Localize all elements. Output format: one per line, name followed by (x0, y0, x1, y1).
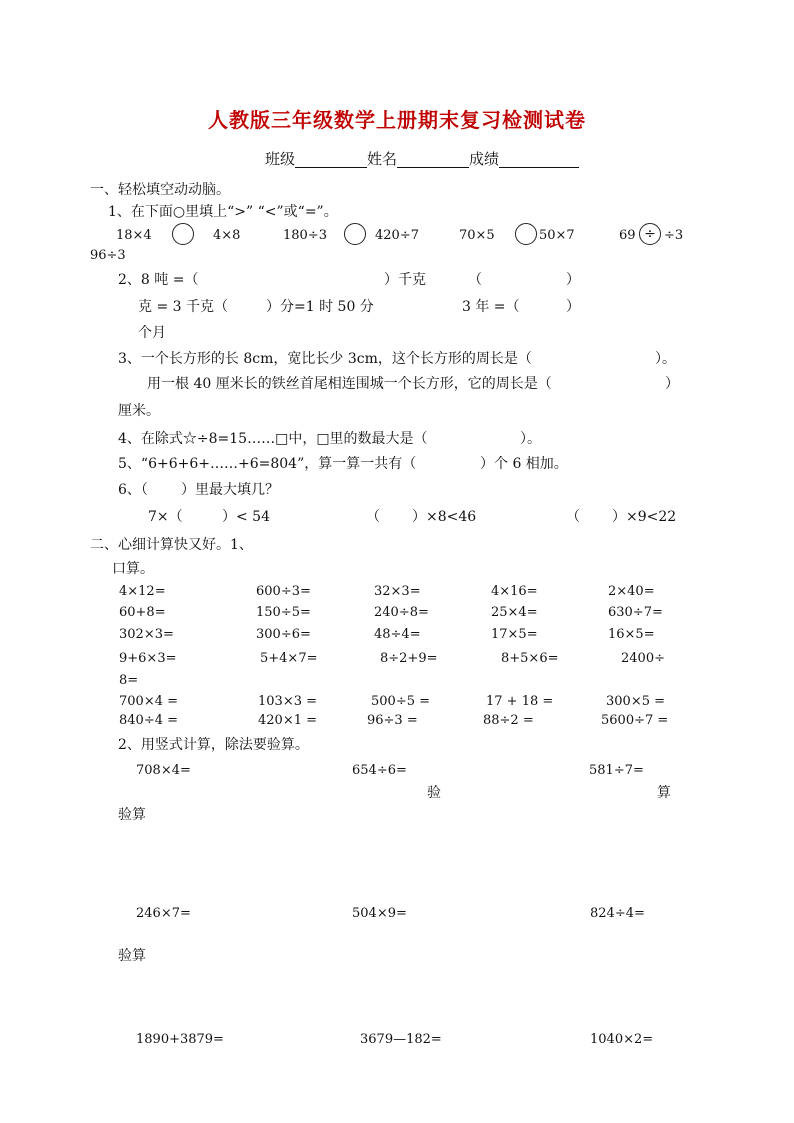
q6-e1-b: ）< 54 (222, 509, 270, 525)
oral-item: 25×4= (491, 605, 538, 620)
oral-item: 302×3= (119, 627, 174, 642)
check-label: 验算 (118, 948, 146, 964)
vertical-item: 1040×2= (590, 1032, 654, 1047)
oral-item: 8= (119, 673, 139, 688)
q3-line1-a: 3、一个长方形的长 8cm，宽比长少 3cm，这个长方形的周长是（ (118, 351, 532, 367)
oral-label: 口算。 (112, 561, 154, 577)
q2-line2-c: 3 年 =（ (462, 299, 520, 315)
compare-circle[interactable] (344, 223, 366, 245)
vertical-item: 708×4= (136, 763, 191, 778)
circle-symbol: ÷ (644, 226, 656, 242)
name-blank[interactable] (397, 152, 469, 168)
vertical-item: 1890+3879= (136, 1032, 224, 1047)
oral-item: 48÷4= (374, 627, 421, 642)
vertical-item: 3679—182= (360, 1032, 442, 1047)
oral-item: 32×3= (374, 584, 421, 599)
oral-item: 5600÷7 = (601, 713, 669, 728)
oral-item: 17×5= (491, 627, 538, 642)
q2-line2-b: ）分=1 时 50 分 (266, 299, 374, 315)
q1-item: 70×5 (459, 228, 495, 243)
oral-item: 4×12= (119, 584, 166, 599)
q6-e2-b: ）×8<46 (412, 509, 477, 525)
compare-circle[interactable] (172, 223, 194, 245)
q2-vertical-heading: 2、用竖式计算，除法要验算。 (118, 737, 309, 753)
score-blank[interactable] (499, 152, 579, 168)
q1-item: 50×7 (539, 228, 575, 243)
q2-line1-a: 2、8 吨 =（ (118, 272, 199, 288)
oral-item: 700×4 = (119, 694, 179, 709)
oral-item: 9+6×3= (119, 651, 177, 666)
oral-item: 2×40= (608, 584, 655, 599)
oral-item: 630÷7= (608, 605, 663, 620)
q1-text: 1、在下面○里填上“>” “<”或“=”。 (108, 204, 338, 220)
vertical-item: 246×7= (136, 906, 191, 921)
oral-item: 5+4×7= (260, 651, 318, 666)
q5-a: 5、“6+6+6+……+6=804”，算一算一共有（ (118, 456, 417, 472)
info-line (265, 150, 579, 168)
q6-text-a: 6、（ (118, 482, 148, 498)
q1-item: 69 (619, 228, 636, 243)
oral-item: 96÷3 = (367, 713, 418, 728)
q5-b: ）个 6 相加。 (480, 456, 568, 472)
oral-item: 17 + 18 = (486, 694, 554, 709)
q6-text-b: ）里最大填几？ (181, 482, 279, 498)
oral-item: 88÷2 = (483, 713, 534, 728)
section2-heading: 二、心细计算快又好。1、 (90, 537, 253, 553)
oral-item: 300÷6= (256, 627, 311, 642)
oral-item: 103×3 = (258, 694, 318, 709)
oral-item: 840÷4 = (119, 713, 179, 728)
oral-item: 240÷8= (374, 605, 429, 620)
compare-circle-filled[interactable] (639, 223, 661, 245)
q2-line1-d: ） (566, 272, 580, 288)
oral-item: 300×5 = (606, 694, 666, 709)
q2-line1-c: （ (468, 272, 482, 288)
name-label: 姓名 (367, 150, 398, 168)
q4-b: ）。 (520, 431, 541, 447)
class-label: 班级 (265, 150, 296, 168)
check-label: 验算 (118, 807, 146, 823)
oral-item: 8+5×6= (501, 651, 559, 666)
check-split-a: 验 (427, 785, 441, 801)
q1-item: 18×4 (116, 228, 152, 243)
q6-e3-b: ）×9<22 (612, 509, 677, 525)
oral-item: 500÷5 = (371, 694, 431, 709)
vertical-item: 581÷7= (589, 763, 644, 778)
section1-heading: 一、轻松填空动动脑。 (90, 182, 230, 198)
q2-line3: 个月 (138, 325, 166, 341)
q1-item: 96÷3 (90, 248, 126, 263)
q4-a: 4、在除式☆÷8=15……□中，□里的数最大是（ (118, 431, 428, 447)
q6-e1-a: 7×（ (148, 509, 183, 525)
q1-item: ÷3 (664, 228, 684, 243)
vertical-item: 824÷4= (590, 906, 645, 921)
oral-item: 420×1 = (258, 713, 318, 728)
q3-line1-b: ）。 (655, 351, 676, 367)
q2-line2-d: ） (566, 299, 580, 315)
oral-item: 16×5= (608, 627, 655, 642)
oral-item: 8÷2+9= (380, 651, 438, 666)
q6-e3-a: （ (566, 509, 580, 525)
q1-item: 180÷3 (283, 228, 327, 243)
oral-item: 150÷5= (256, 605, 311, 620)
page-title: 人教版三年级数学上册期末复习检测试卷 (208, 108, 586, 132)
q3-line2-a: 用一根 40 厘米长的铁丝首尾相连围城一个长方形，它的周长是（ (147, 376, 552, 392)
class-blank[interactable] (295, 152, 367, 168)
check-split-b: 算 (657, 785, 671, 801)
q2-line1-b: ）千克 (384, 272, 426, 288)
oral-item: 600÷3= (256, 584, 311, 599)
vertical-item: 504×9= (352, 906, 407, 921)
q3-line3: 厘米。 (118, 403, 160, 419)
oral-item: 2400÷ (621, 651, 665, 666)
score-label: 成绩 (469, 150, 500, 168)
q6-e2-a: （ (366, 509, 380, 525)
oral-item: 60+8= (119, 605, 166, 620)
q3-line2-b: ） (665, 376, 679, 392)
oral-item: 4×16= (491, 584, 538, 599)
compare-circle[interactable] (515, 223, 537, 245)
q2-line2-a: 克 = 3 千克（ (138, 299, 228, 315)
q1-item: 420÷7 (375, 228, 419, 243)
q1-item: 4×8 (213, 228, 241, 243)
vertical-item: 654÷6= (352, 763, 407, 778)
